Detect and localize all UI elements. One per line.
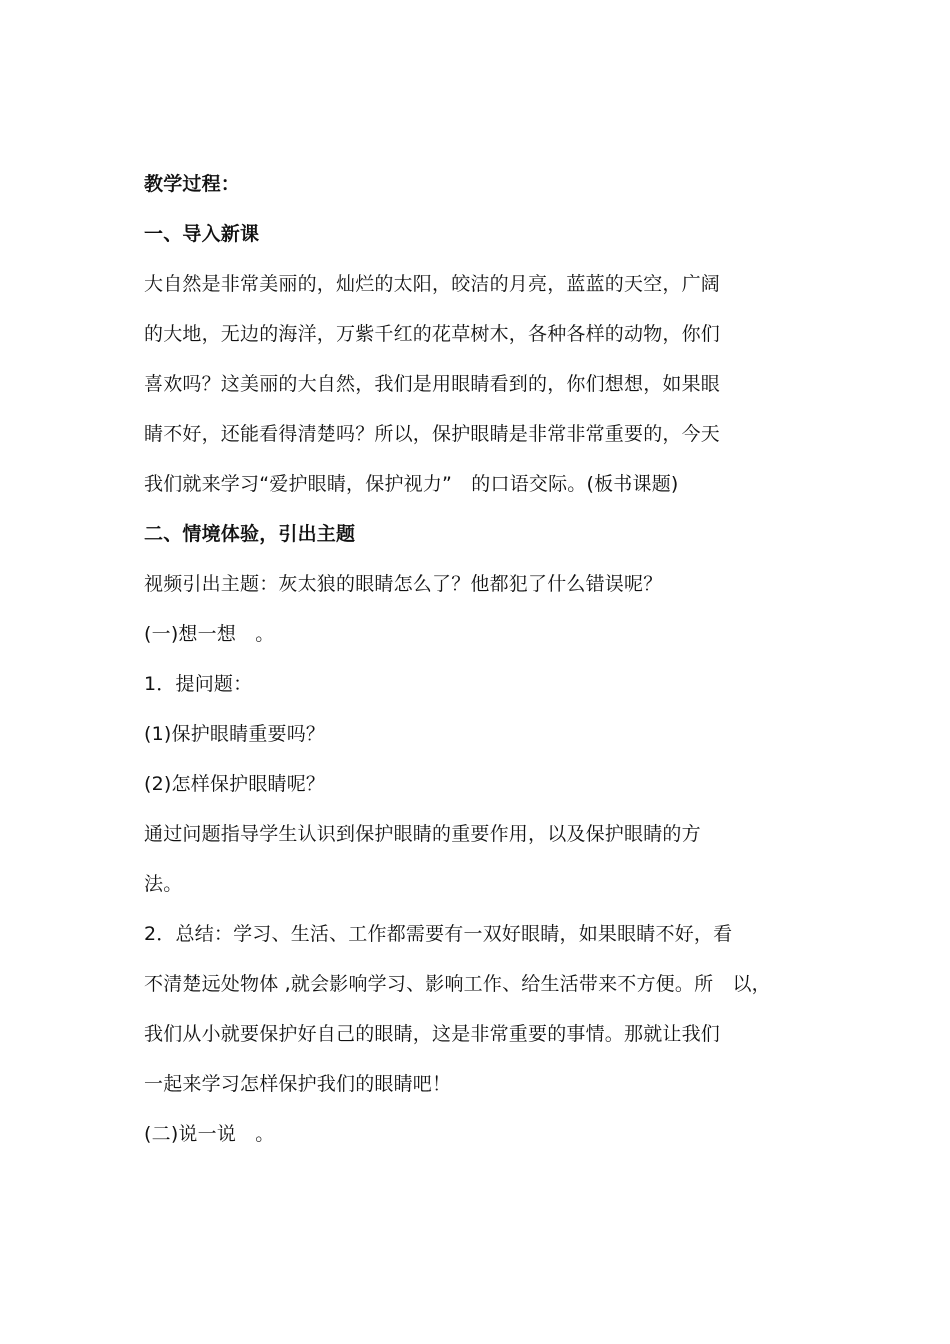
summary-paragraph-line: 2．总结：学习、生活、工作都需要有一双好眼睛，如果眼睛不好，看 bbox=[144, 923, 733, 945]
section-2-title: 二、情境体验，引出主题 bbox=[144, 523, 356, 545]
section-1-paragraph-line: 我们就来学习“爱护眼睛，保护视力” 的口语交际。(板书课题) bbox=[144, 473, 679, 495]
section-1-paragraph-line: 大自然是非常美丽的，灿烂的太阳，皎洁的月亮，蓝蓝的天空，广阔 bbox=[144, 273, 721, 295]
summary-paragraph-line: 我们从小就要保护好自己的眼睛，这是非常重要的事情。那就让我们 bbox=[144, 1023, 721, 1045]
heading-teaching-process: 教学过程： bbox=[144, 173, 241, 195]
item-1-title: 1．提问题： bbox=[144, 673, 253, 695]
question-1: (1)保护眼睛重要吗？ bbox=[144, 723, 326, 745]
question-2: (2)怎样保护眼睛呢？ bbox=[144, 773, 326, 795]
section-1-title: 一、导入新课 bbox=[144, 223, 260, 245]
video-intro-text: 视频引出主题：灰太狼的眼睛怎么了？他都犯了什么错误呢？ bbox=[144, 573, 663, 595]
summary-paragraph-line: 一起来学习怎样保护我们的眼睛吧！ bbox=[144, 1073, 452, 1095]
guidance-paragraph-line: 通过问题指导学生认识到保护眼睛的重要作用，以及保护眼睛的方 bbox=[144, 823, 701, 845]
subsection-2-title: (二)说一说 。 bbox=[144, 1123, 275, 1145]
subsection-1-title: (一)想一想 。 bbox=[144, 623, 275, 645]
section-1-paragraph-line: 喜欢吗？这美丽的大自然，我们是用眼睛看到的，你们想想，如果眼 bbox=[144, 373, 721, 395]
section-1-paragraph-line: 的大地，无边的海洋，万紫千红的花草树木，各种各样的动物，你们 bbox=[144, 323, 721, 345]
summary-paragraph-line: 不清楚远处物体 ,就会影响学习、影响工作、给生活带来不方便。所 以， bbox=[144, 973, 771, 995]
section-1-paragraph-line: 睛不好，还能看得清楚吗？所以，保护眼睛是非常非常重要的，今天 bbox=[144, 423, 721, 445]
guidance-paragraph-line: 法。 bbox=[144, 873, 183, 895]
